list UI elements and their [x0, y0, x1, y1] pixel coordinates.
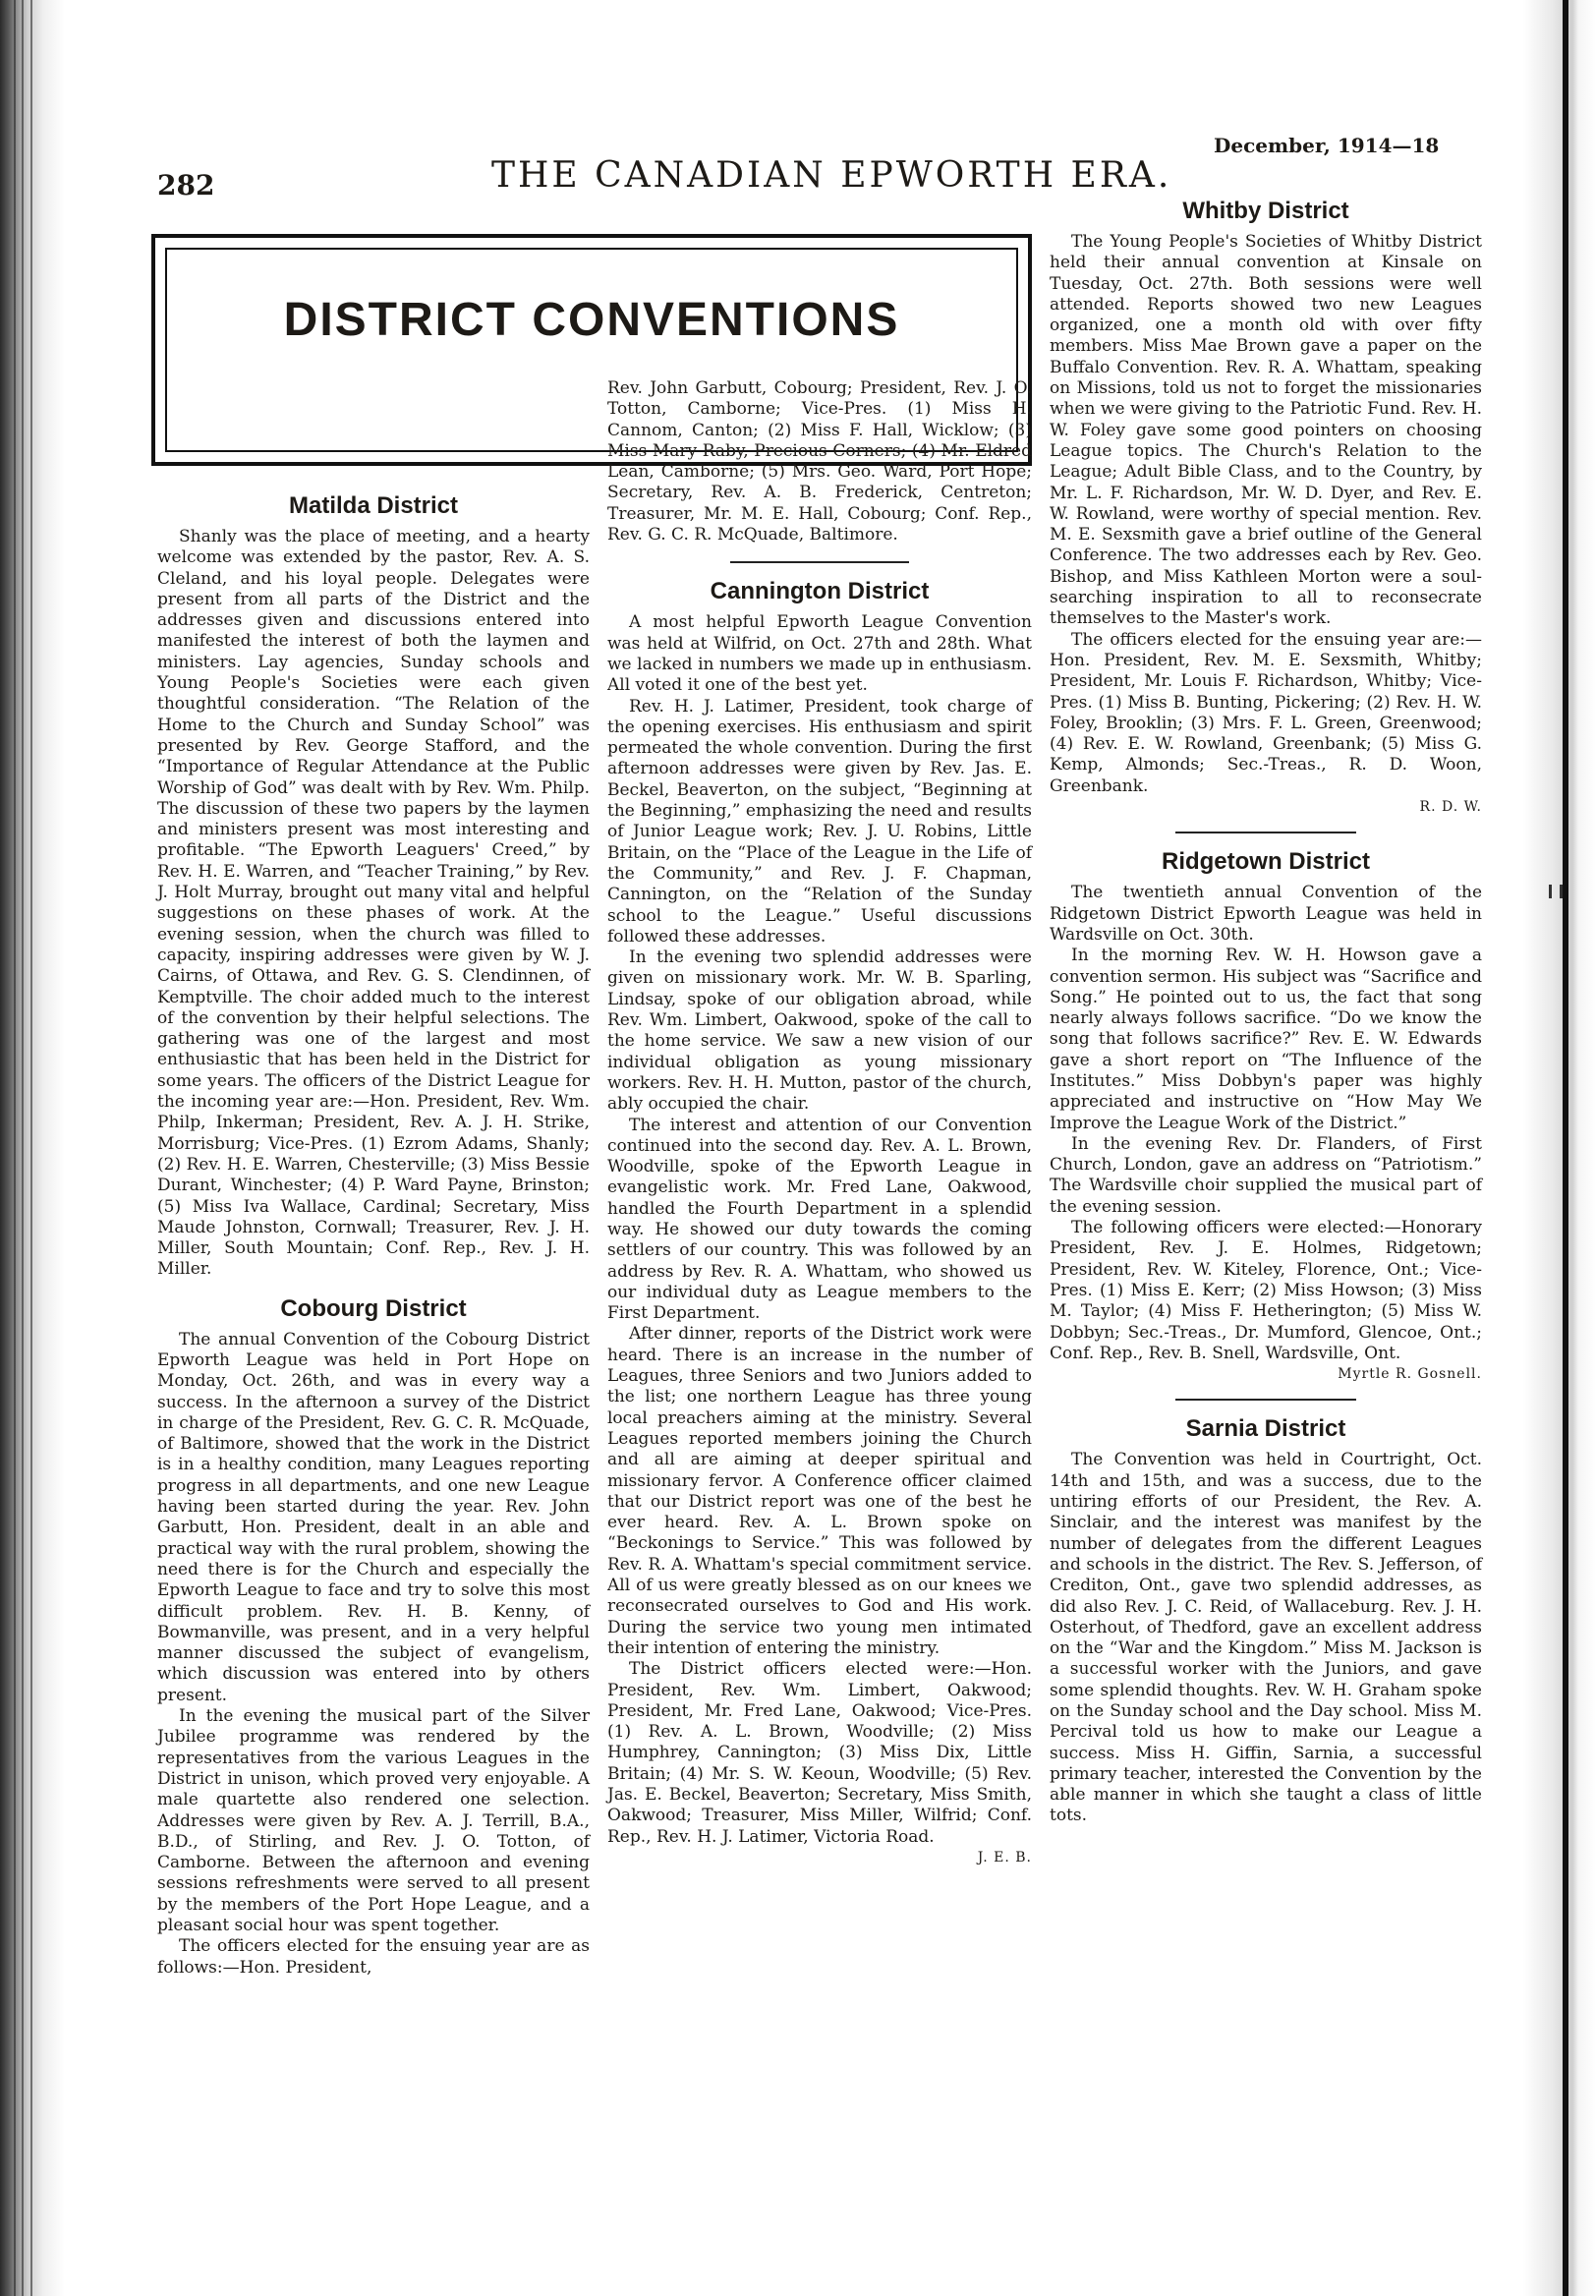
- cannington-heading: Cannington District: [710, 578, 930, 605]
- column-3: [1050, 197, 1482, 1827]
- issue-date: December, 1914—18: [1214, 134, 1440, 157]
- whitby-paragraph: The officers elected for the ensuing year are:—Hon. President, Rev. M. E. Sexsmith, Whitby; President, Mr. Louis F. Richardson, Whitby; Vice-Pres. (1) Miss B. Bunting, Pickering; (2) Rev. H. W. Foley, Brooklin; (3) Mrs. F. L. Green, Greenwood; (4) Rev. E. W. Rowland, Greenbank; (5) Miss G. Kemp, Almonds; Sec.-Treas., R. D. Woon, Greenbank.: [1050, 629, 1482, 796]
- column-1: [157, 491, 590, 1979]
- page-number: 282: [157, 169, 215, 201]
- cobourg-paragraph: The annual Convention of the Cobourg District Epworth League was held in Port Hope on Monday, Oct. 26th, and was in every way a success. In the afternoon a survey of the District in charge of the President, Rev. G. C. R. McQuade, of Baltimore, showed that the work in the District is in a healthy condition, many Leagues reporting progress in all departments, and one new League having been started during the year. Rev. John Garbutt, Hon. President, dealt in an able and practical way with the rural problem, showing the need there is for the Church and especially the Epworth League to face and try to solve this most difficult problem. Rev. H. B. Kenny, of Bowmanville, was present, and in a very helpful manner discussed the subject of evangelism, which discussion was entered into by others present.: [157, 1329, 590, 1705]
- ridgetown-heading: Ridgetown District: [1161, 848, 1370, 876]
- ridgetown-paragraph: The twentieth annual Convention of the Ridgetown District Epworth League was held in Wardsville on Oct. 30th.: [1050, 883, 1482, 945]
- cannington-signature: J. E. B.: [977, 1849, 1032, 1866]
- next-page-edge: [1523, 0, 1596, 2296]
- cobourg-paragraph: In the evening the musical part of the Silver Jubilee programme was rendered by the representatives from the various Leagues in the District in unison, which proved very enjoyable. A male quartette also rendered one selection. Addresses were given by Rev. A. J. Terrill, B.A., B.D., of Stirling, and Rev. J. O. Totton, of Camborne. Between the afternoon and evening sessions refreshments were served to all present by the members of the Port Hope League, and a pleasant social hour was spent together.: [157, 1706, 590, 1935]
- book-gutter: [0, 0, 69, 2296]
- section-divider: [1175, 832, 1357, 833]
- sarnia-heading: Sarnia District: [1185, 1415, 1346, 1443]
- magazine-page: [138, 118, 1504, 2280]
- section-divider: [1175, 1399, 1357, 1401]
- whitby-paragraph: The Young People's Societies of Whitby District held their annual convention at Kinsale on Tuesday, Oct. 27th. Both sessions were well attended. Reports showed two new Leagues organized, one a month old with over fifty members. Miss Mae Brown gave a paper on the Buffalo Convention. Rev. R. A. Whattam, speaking on Missions, told us not to forget the missionaries when we were giving to the Patriotic Fund. Rev. H. W. Foley gave some good pointers on choosing League topics. The Church's Relation to the League; Adult Bible Class, and to the Country, by Mr. L. F. Richardson, Mr. W. D. Dyer, and Rev. E. W. Rowland, were worthy of special mention. Rev. M. E. Sexsmith gave a brief outline of the General Conference. The two addresses each by Rev. Geo. Bishop, and Miss Kathleen Morton were a soul-searching inspiration to all to reconsecrate themselves to the Master's work.: [1050, 232, 1482, 629]
- column-2: [607, 378, 1032, 1868]
- running-title: THE CANADIAN EPWORTH ERA.: [491, 155, 1172, 196]
- cannington-paragraph: A most helpful Epworth League Convention was held at Wilfrid, on Oct. 27th and 28th. What we lacked in numbers we made up in enthusiasm. All voted it one of the best yet.: [607, 612, 1032, 696]
- cannington-paragraph: The interest and attention of our Convention continued into the second day. Rev. A. L. Brown, Woodville, spoke of the Epworth League in evangelistic work. Mr. Fred Lane, Oakwood, handled the Fourth Department in a splendid way. He showed our duty towards the coming settlers of our country. This was followed by an address by Rev. R. A. Whattam, who showed us our individual duty as League members to the First Department.: [607, 1115, 1032, 1324]
- cannington-paragraph: After dinner, reports of the District work were heard. There is an increase in the number of Leagues, three Seniors and two Juniors added to the list; one northern League has three young local preachers aiming at the ministry. Several Leagues reported members joining the Church and all are aiming at deeper spiritual and missionary fervor. A Conference officer claimed that our District report was one of the best he ever heard. Rev. A. L. Brown spoke on “Beckonings to Service.” This was followed by Rev. R. A. Whattam's special commitment service. All of us were greatly blessed as on our knees we reconsecrated ourselves to God and His work. During the service two young men intimated their intention of entering the ministry.: [607, 1324, 1032, 1658]
- ridgetown-paragraph: The following officers were elected:—Honorary President, Rev. J. E. Holmes, Ridgetown; President, Rev. W. Kiteley, Florence, Ont.; Vice-Pres. (1) Miss E. Kerr; (2) Miss Howson; (3) Miss M. Taylor; (4) Miss F. Hetherington; (5) Miss W. Dobbyn; Sec.-Treas., Dr. Mumford, Glencoe, Ont.; Conf. Rep., Rev. B. Snell, Wardsville, Ont.: [1050, 1218, 1482, 1363]
- section-divider: [730, 561, 908, 563]
- ridgetown-paragraph: In the morning Rev. W. H. Howson gave a convention sermon. His subject was “Sacrifice and Song.” He pointed out to us, the fact that song nearly always follows sacrifice. “Do we know the song that follows sacrifice?” Rev. E. W. Edwards gave a short report on “The Influence of the Institutes.” Miss Dobbyn's paper was highly appreciated and instructive on “How May We Improve the League Work of the District.”: [1050, 946, 1482, 1133]
- cannington-paragraph: The District officers elected were:—Hon. President, Rev. Wm. Limbert, Oakwood; President, Mr. Fred Lane, Oakwood; Vice-Pres. (1) Rev. A. L. Brown, Woodville; (2) Miss Humphrey, Cannington; (3) Miss Dix, Little Britain; (4) Mr. S. W. Keoun, Woodville; (5) Rev. Jas. E. Beckel, Beaverton; Secretary, Miss Smith, Oakwood; Treasurer, Miss Miller, Wilfrid; Conf. Rep., Rev. H. J. Latimer, Victoria Road.: [607, 1659, 1032, 1847]
- ridgetown-signature: Myrtle R. Gosnell.: [1338, 1366, 1482, 1383]
- cobourg-continuation: Rev. John Garbutt, Cobourg; President, Rev. J. O. Totton, Camborne; Vice-Pres. (1) Miss H. Cannom, Canton; (2) Miss F. Hall, Wicklow; (3) Miss Mary Raby, Precious Corners; (4) Mr. Eldred Lean, Camborne; (5) Mrs. Geo. Ward, Port Hope; Secretary, Rev. A. B. Frederick, Centreton; Treasurer, Mr. M. E. Hall, Cobourg; Conf. Rep., Rev. G. C. R. McQuade, Baltimore.: [607, 378, 1032, 545]
- sarnia-paragraph: The Convention was held in Courtright, Oct. 14th and 15th, and was a success, due to the untiring efforts of our President, the Rev. A. Sinclair, and the interest was manifest by the number of delegates from the different Leagues and schools in the district. The Rev. S. Jefferson, of Crediton, Ont., gave two splendid addresses, as did also Rev. J. C. Reid, of Wallaceburg. Rev. J. H. Osterhout, of Thedford, gave an excellent address on the “War and the Kingdom.” Miss M. Jackson is a successful worker with the Juniors, and gave some splendid thoughts. Rev. W. H. Graham spoke on the Sunday school and the Day school. Miss M. Percival told us how to make our League a success. Miss H. Giffin, Sarnia, a successful primary teacher, interested the Convention by the able manner in which she taught a class of little tots.: [1050, 1450, 1482, 1826]
- matilda-paragraph: Shanly was the place of meeting, and a hearty welcome was extended by the pastor, Rev. A. S. Cleland, and his loyal people. Delegates were present from all parts of the District and the addresses given and discussions entered into manifested the interest of both the laymen and ministers. Lay agencies, Sunday schools and Young People's Societies were each given thoughtful consideration. “The Relation of the Home to the Church and Sunday School” was presented by Rev. George Stafford, and the “Importance of Regular Attendance at the Public Worship of God” was dealt with by Rev. Wm. Philp. The discussion of these two papers by the laymen and ministers present was most interesting and profitable. “The Epworth Leaguers' Creed,” by Rev. H. E. Warren, and “Teacher Training,” by Rev. J. Holt Murray, brought out many vital and helpful suggestions on these phases of work. At the evening session, when the church was filled to capacity, inspiring addresses were given by W. J. Cairns, of Ottawa, and Rev. G. S. Clendinnen, of Kemptville. The choir added much to the interest of the convention by their helpful selections. The gathering was one of the largest and most enthusiastic that has been held in the District for some years. The officers of the District League for the incoming year are:—Hon. President, Rev. Wm. Philp, Inkerman; President, Rev. A. J. H. Strike, Morrisburg; Vice-Pres. (1) Ezrom Adams, Shanly; (2) Rev. H. E. Warren, Chesterville; (3) Miss Bessie Durant, Winchester; (4) P. Ward Payne, Brinston; (5) Miss Iva Wallace, Cardinal; Secretary, Miss Maude Johnston, Cornwall; Treasurer, Rev. J. H. Miller, South Mountain; Conf. Rep., Rev. J. H. Miller.: [157, 527, 590, 1280]
- cannington-paragraph: Rev. H. J. Latimer, President, took charge of the opening exercises. His enthusiasm and spirit permeated the whole convention. During the first afternoon addresses were given by Rev. Jas. E. Beckel, Beaverton, on the subject, “Beginning at the Beginning,” emphasizing the need and results of Junior League work; Rev. J. U. Robins, Little Britain, on the “Place of the League in the Life of the Community,” and Rev. J. F. Chapman, Cannington, on the “Relation of the Sunday school to the League.” Useful discussions followed these addresses.: [607, 696, 1032, 947]
- ridgetown-paragraph: In the evening Rev. Dr. Flanders, of First Church, London, gave an address on “Patriotism.” The Wardsville choir supplied the musical part of the evening session.: [1050, 1133, 1482, 1217]
- page-title: DISTRICT CONVENTIONS: [283, 294, 900, 346]
- whitby-signature: R. D. W.: [1419, 799, 1482, 816]
- cobourg-heading: Cobourg District: [280, 1294, 467, 1322]
- matilda-heading: Matilda District: [288, 492, 459, 519]
- cannington-paragraph: In the evening two splendid addresses were given on missionary work. Mr. W. B. Sparling, Lindsay, spoke of our obligation abroad, while Rev. Wm. Limbert, Oakwood, spoke of the call to the home service. We saw a new vision of our individual obligation as young missionary workers. Rev. H. H. Mutton, pastor of the church, ably occupied the chair.: [607, 947, 1032, 1115]
- cobourg-paragraph: The officers elected for the ensuing year are as follows:—Hon. President,: [157, 1936, 590, 1978]
- whitby-heading: Whitby District: [1182, 198, 1349, 224]
